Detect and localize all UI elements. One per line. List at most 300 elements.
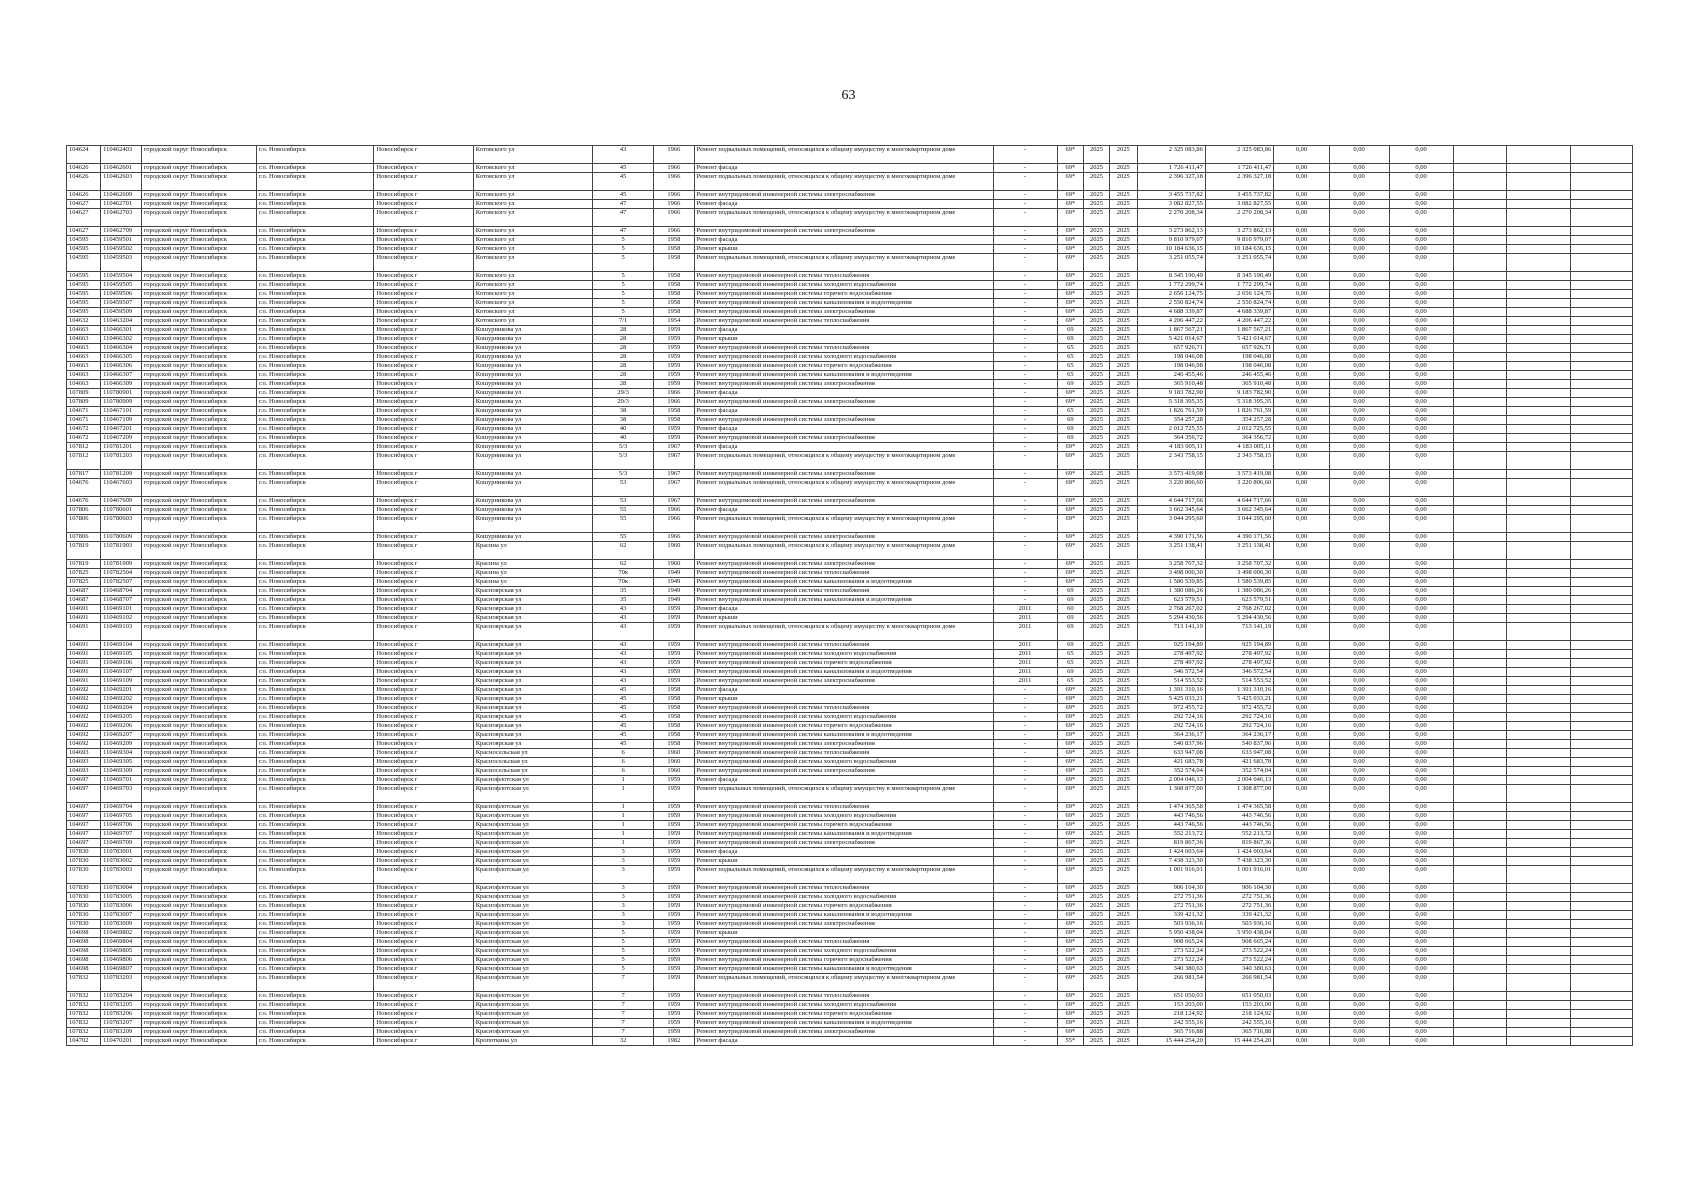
wear-cell: 69*: [1057, 695, 1084, 704]
district-cell: городской округ Новосибирск: [141, 506, 256, 515]
street-cell: Краснофлотская ул: [473, 911, 593, 920]
house-number-cell: 7: [593, 1028, 654, 1037]
total-cost-cell: 365 716,88: [1137, 1028, 1205, 1037]
budget-federal-cell: 0,00: [1274, 884, 1330, 893]
table-row: [67, 515, 1633, 533]
start-year-cell: 2025: [1084, 893, 1110, 902]
owner-funds-cell: 1 580 539,85: [1205, 578, 1273, 587]
district-cell: городской округ Новосибирск: [141, 839, 256, 848]
owner-funds-cell: 1 391 310,16: [1205, 686, 1273, 695]
budget-regional-cell: 0,00: [1329, 902, 1389, 911]
budget-regional-cell: 0,00: [1329, 443, 1389, 452]
other-2-cell: [1506, 740, 1570, 749]
total-cost-cell: 346 572,54: [1137, 668, 1205, 677]
house-number-cell: 28: [593, 353, 654, 362]
budget-regional-cell: 0,00: [1329, 776, 1389, 785]
work-type-cell: Ремонт фасада: [694, 407, 993, 416]
municipality-cell: г.о. Новосибирск: [257, 254, 374, 272]
budget-federal-cell: 0,00: [1274, 470, 1330, 479]
municipality-cell: г.о. Новосибирск: [257, 659, 374, 668]
budget-federal-cell: 0,00: [1274, 533, 1330, 542]
work-type-cell: Ремонт внутридомовой инженерной системы холодного водоснабжения: [694, 1001, 993, 1010]
start-year-cell: 2025: [1084, 308, 1110, 317]
municipality-cell: г.о. Новосибирск: [257, 785, 374, 803]
house-number-cell: 45: [593, 695, 654, 704]
budget-regional-cell: 0,00: [1329, 848, 1389, 857]
total-cost-cell: 3 251 138,41: [1137, 542, 1205, 560]
build-year-cell: 1966: [654, 515, 695, 533]
work-id-cell: 110466304: [101, 344, 142, 353]
work-id-cell: 110469806: [101, 956, 142, 965]
table-row: [67, 830, 1633, 839]
municipality-cell: г.о. Новосибирск: [257, 299, 374, 308]
street-cell: Краснофлотская ул: [473, 1019, 593, 1028]
work-id-cell: 110780901: [101, 389, 142, 398]
total-cost-cell: 9 183 782,90: [1137, 389, 1205, 398]
budget-federal-cell: 0,00: [1274, 848, 1330, 857]
budget-regional-cell: 0,00: [1329, 605, 1389, 614]
budget-local-cell: 0,00: [1389, 254, 1453, 272]
budget-regional-cell: 0,00: [1329, 704, 1389, 713]
wear-cell: 69: [1057, 668, 1084, 677]
budget-local-cell: 0,00: [1389, 236, 1453, 245]
end-year-cell: 2025: [1109, 254, 1137, 272]
budget-federal-cell: 0,00: [1274, 569, 1330, 578]
table-row: [67, 470, 1633, 479]
budget-regional-cell: 0,00: [1329, 281, 1389, 290]
municipality-cell: г.о. Новосибирск: [257, 416, 374, 425]
start-year-cell: 2025: [1084, 398, 1110, 407]
budget-local-cell: 0,00: [1389, 920, 1453, 929]
municipality-cell: г.о. Новосибирск: [257, 668, 374, 677]
end-year-cell: 2025: [1109, 938, 1137, 947]
owner-funds-cell: 365 910,48: [1205, 380, 1273, 389]
other-3-cell: [1570, 533, 1632, 542]
city-cell: Новосибирск г: [374, 281, 473, 290]
budget-federal-cell: 0,00: [1274, 191, 1330, 200]
wear-cell: 69*: [1057, 398, 1084, 407]
owner-funds-cell: 1 001 916,01: [1205, 866, 1273, 884]
end-year-cell: 2025: [1109, 506, 1137, 515]
work-id-cell: 110781903: [101, 542, 142, 560]
last-repair-year-cell: -: [993, 191, 1057, 200]
owner-funds-cell: 242 555,16: [1205, 1019, 1273, 1028]
district-cell: городской округ Новосибирск: [141, 677, 256, 686]
last-repair-year-cell: -: [993, 515, 1057, 533]
municipality-cell: г.о. Новосибирск: [257, 236, 374, 245]
work-id-cell: 110469207: [101, 731, 142, 740]
start-year-cell: 2025: [1084, 1001, 1110, 1010]
budget-regional-cell: 0,00: [1329, 812, 1389, 821]
work-id-cell: 110459507: [101, 299, 142, 308]
other-1-cell: [1453, 722, 1506, 731]
start-year-cell: 2025: [1084, 596, 1110, 605]
other-3-cell: [1570, 371, 1632, 380]
house-id-cell: 107832: [67, 1001, 101, 1010]
table-row: [67, 992, 1633, 1001]
city-cell: Новосибирск г: [374, 290, 473, 299]
city-cell: Новосибирск г: [374, 227, 473, 236]
house-id-cell: 104632: [67, 317, 101, 326]
budget-federal-cell: 0,00: [1274, 866, 1330, 884]
build-year-cell: 1960: [654, 758, 695, 767]
house-number-cell: 5: [593, 245, 654, 254]
start-year-cell: 2025: [1084, 362, 1110, 371]
budget-local-cell: 0,00: [1389, 407, 1453, 416]
street-cell: Красноярская ул: [473, 704, 593, 713]
city-cell: Новосибирск г: [374, 452, 473, 470]
work-type-cell: Ремонт крыши: [694, 614, 993, 623]
city-cell: Новосибирск г: [374, 371, 473, 380]
end-year-cell: 2025: [1109, 326, 1137, 335]
other-1-cell: [1453, 704, 1506, 713]
other-1-cell: [1453, 506, 1506, 515]
district-cell: городской округ Новосибирск: [141, 578, 256, 587]
end-year-cell: 2025: [1109, 245, 1137, 254]
work-type-cell: Ремонт подвальных помещений, относящихся к общему имуществу в многоквартирном доме: [694, 542, 993, 560]
district-cell: городской округ Новосибирск: [141, 434, 256, 443]
build-year-cell: 1959: [654, 911, 695, 920]
budget-local-cell: 0,00: [1389, 704, 1453, 713]
municipality-cell: г.о. Новосибирск: [257, 965, 374, 974]
budget-regional-cell: 0,00: [1329, 335, 1389, 344]
other-3-cell: [1570, 317, 1632, 326]
work-id-cell: 110459505: [101, 281, 142, 290]
house-id-cell: 104697: [67, 785, 101, 803]
house-number-cell: 1: [593, 830, 654, 839]
build-year-cell: 1966: [654, 506, 695, 515]
work-type-cell: Ремонт внутридомовой инженерной системы электроснабжения: [694, 227, 993, 236]
total-cost-cell: 364 356,72: [1137, 434, 1205, 443]
wear-cell: 69*: [1057, 479, 1084, 497]
last-repair-year-cell: -: [993, 308, 1057, 317]
work-type-cell: Ремонт подвальных помещений, относящихся к общему имуществу в многоквартирном доме: [694, 515, 993, 533]
other-3-cell: [1570, 686, 1632, 695]
budget-federal-cell: 0,00: [1274, 902, 1330, 911]
end-year-cell: 2025: [1109, 1019, 1137, 1028]
other-3-cell: [1570, 947, 1632, 956]
other-2-cell: [1506, 938, 1570, 947]
other-1-cell: [1453, 533, 1506, 542]
budget-local-cell: 0,00: [1389, 497, 1453, 506]
end-year-cell: 2025: [1109, 227, 1137, 236]
budget-federal-cell: 0,00: [1274, 506, 1330, 515]
table-row: [67, 587, 1633, 596]
other-2-cell: [1506, 623, 1570, 641]
house-id-cell: 104698: [67, 965, 101, 974]
other-1-cell: [1453, 776, 1506, 785]
work-id-cell: 110469709: [101, 839, 142, 848]
other-1-cell: [1453, 542, 1506, 560]
owner-funds-cell: 2 270 208,34: [1205, 209, 1273, 227]
start-year-cell: 2025: [1084, 326, 1110, 335]
wear-cell: 69*: [1057, 1001, 1084, 1010]
start-year-cell: 2025: [1084, 740, 1110, 749]
city-cell: Новосибирск г: [374, 398, 473, 407]
other-1-cell: [1453, 857, 1506, 866]
other-2-cell: [1506, 947, 1570, 956]
total-cost-cell: 8 345 190,49: [1137, 272, 1205, 281]
district-cell: городской округ Новосибирск: [141, 956, 256, 965]
work-id-cell: 110782504: [101, 569, 142, 578]
build-year-cell: 1982: [654, 1037, 695, 1046]
budget-local-cell: 0,00: [1389, 722, 1453, 731]
owner-funds-cell: 3 251 055,74: [1205, 254, 1273, 272]
budget-regional-cell: 0,00: [1329, 614, 1389, 623]
last-repair-year-cell: 2011: [993, 677, 1057, 686]
budget-federal-cell: 0,00: [1274, 803, 1330, 812]
municipality-cell: г.о. Новосибирск: [257, 587, 374, 596]
other-3-cell: [1570, 542, 1632, 560]
city-cell: Новосибирск г: [374, 992, 473, 1001]
other-3-cell: [1570, 767, 1632, 776]
street-cell: Кошурникова ул: [473, 434, 593, 443]
end-year-cell: 2025: [1109, 407, 1137, 416]
other-2-cell: [1506, 920, 1570, 929]
house-id-cell: 104595: [67, 299, 101, 308]
city-cell: Новосибирск г: [374, 920, 473, 929]
table-row: [67, 173, 1633, 191]
table-row: [67, 722, 1633, 731]
owner-funds-cell: 339 421,32: [1205, 911, 1273, 920]
last-repair-year-cell: -: [993, 371, 1057, 380]
house-id-cell: 107832: [67, 992, 101, 1001]
work-type-cell: Ремонт внутридомовой инженерной системы холодного водоснабжения: [694, 650, 993, 659]
house-number-cell: 28: [593, 344, 654, 353]
other-3-cell: [1570, 290, 1632, 299]
wear-cell: 69*: [1057, 839, 1084, 848]
budget-local-cell: 0,00: [1389, 830, 1453, 839]
last-repair-year-cell: -: [993, 326, 1057, 335]
house-number-cell: 45: [593, 173, 654, 191]
start-year-cell: 2025: [1084, 1010, 1110, 1019]
start-year-cell: 2025: [1084, 443, 1110, 452]
other-2-cell: [1506, 308, 1570, 317]
other-3-cell: [1570, 956, 1632, 965]
start-year-cell: 2025: [1084, 686, 1110, 695]
city-cell: Новосибирск г: [374, 470, 473, 479]
house-number-cell: 7/1: [593, 317, 654, 326]
last-repair-year-cell: -: [993, 587, 1057, 596]
house-number-cell: 38: [593, 416, 654, 425]
table-row: [67, 326, 1633, 335]
city-cell: Новосибирск г: [374, 668, 473, 677]
budget-regional-cell: 0,00: [1329, 974, 1389, 992]
build-year-cell: 1958: [654, 704, 695, 713]
house-id-cell: 107832: [67, 1019, 101, 1028]
other-2-cell: [1506, 1001, 1570, 1010]
end-year-cell: 2025: [1109, 308, 1137, 317]
other-3-cell: [1570, 1037, 1632, 1046]
build-year-cell: 1958: [654, 290, 695, 299]
build-year-cell: 1959: [654, 362, 695, 371]
house-id-cell: 104626: [67, 173, 101, 191]
owner-funds-cell: 2 768 267,02: [1205, 605, 1273, 614]
work-id-cell: 110469104: [101, 641, 142, 650]
work-id-cell: 110469804: [101, 938, 142, 947]
end-year-cell: 2025: [1109, 902, 1137, 911]
municipality-cell: г.о. Новосибирск: [257, 146, 374, 164]
work-type-cell: Ремонт внутридомовой инженерной системы горячего водоснабжения: [694, 902, 993, 911]
other-2-cell: [1506, 677, 1570, 686]
budget-regional-cell: 0,00: [1329, 587, 1389, 596]
municipality-cell: г.о. Новосибирск: [257, 407, 374, 416]
budget-local-cell: 0,00: [1389, 902, 1453, 911]
build-year-cell: 1958: [654, 416, 695, 425]
other-3-cell: [1570, 425, 1632, 434]
work-id-cell: 110469201: [101, 686, 142, 695]
street-cell: Краснофлотская ул: [473, 893, 593, 902]
other-2-cell: [1506, 200, 1570, 209]
municipality-cell: г.о. Новосибирск: [257, 929, 374, 938]
other-2-cell: [1506, 335, 1570, 344]
house-number-cell: 5: [593, 290, 654, 299]
other-1-cell: [1453, 902, 1506, 911]
other-1-cell: [1453, 200, 1506, 209]
table-row: [67, 164, 1633, 173]
other-3-cell: [1570, 236, 1632, 245]
end-year-cell: 2025: [1109, 839, 1137, 848]
other-1-cell: [1453, 308, 1506, 317]
last-repair-year-cell: -: [993, 317, 1057, 326]
budget-federal-cell: 0,00: [1274, 740, 1330, 749]
end-year-cell: 2025: [1109, 479, 1137, 497]
table-row: [67, 479, 1633, 497]
municipality-cell: г.о. Новосибирск: [257, 641, 374, 650]
wear-cell: 69: [1057, 335, 1084, 344]
table-row: [67, 236, 1633, 245]
budget-federal-cell: 0,00: [1274, 245, 1330, 254]
budget-local-cell: 0,00: [1389, 317, 1453, 326]
owner-funds-cell: 5 425 033,21: [1205, 695, 1273, 704]
budget-regional-cell: 0,00: [1329, 146, 1389, 164]
budget-local-cell: 0,00: [1389, 416, 1453, 425]
table-row: [67, 497, 1633, 506]
other-2-cell: [1506, 1028, 1570, 1037]
district-cell: городской округ Новосибирск: [141, 650, 256, 659]
budget-regional-cell: 0,00: [1329, 884, 1389, 893]
house-number-cell: 28: [593, 335, 654, 344]
budget-regional-cell: 0,00: [1329, 866, 1389, 884]
house-id-cell: 107832: [67, 1010, 101, 1019]
budget-federal-cell: 0,00: [1274, 578, 1330, 587]
district-cell: городской округ Новосибирск: [141, 749, 256, 758]
budget-federal-cell: 0,00: [1274, 614, 1330, 623]
municipality-cell: г.о. Новосибирск: [257, 425, 374, 434]
district-cell: городской округ Новосибирск: [141, 704, 256, 713]
house-id-cell: 104671: [67, 416, 101, 425]
budget-federal-cell: 0,00: [1274, 758, 1330, 767]
total-cost-cell: 3 662 345,64: [1137, 506, 1205, 515]
budget-local-cell: 0,00: [1389, 884, 1453, 893]
city-cell: Новосибирск г: [374, 272, 473, 281]
build-year-cell: 1959: [654, 425, 695, 434]
work-id-cell: 110780609: [101, 533, 142, 542]
last-repair-year-cell: -: [993, 911, 1057, 920]
owner-funds-cell: 9 810 979,07: [1205, 236, 1273, 245]
district-cell: городской округ Новосибирск: [141, 497, 256, 506]
other-3-cell: [1570, 434, 1632, 443]
municipality-cell: г.о. Новосибирск: [257, 866, 374, 884]
work-id-cell: 110462603: [101, 173, 142, 191]
last-repair-year-cell: -: [993, 452, 1057, 470]
city-cell: Новосибирск г: [374, 857, 473, 866]
last-repair-year-cell: -: [993, 443, 1057, 452]
owner-funds-cell: 5 318 395,35: [1205, 398, 1273, 407]
budget-federal-cell: 0,00: [1274, 326, 1330, 335]
street-cell: Краснофлотская ул: [473, 920, 593, 929]
district-cell: городской округ Новосибирск: [141, 848, 256, 857]
owner-funds-cell: 2 012 725,55: [1205, 425, 1273, 434]
total-cost-cell: 4 390 171,56: [1137, 533, 1205, 542]
owner-funds-cell: 2 325 083,86: [1205, 146, 1273, 164]
budget-federal-cell: 0,00: [1274, 254, 1330, 272]
table-row: [67, 407, 1633, 416]
district-cell: городской округ Новосибирск: [141, 785, 256, 803]
table-row: [67, 200, 1633, 209]
street-cell: Кропоткина ул: [473, 1037, 593, 1046]
last-repair-year-cell: -: [993, 479, 1057, 497]
district-cell: городской округ Новосибирск: [141, 533, 256, 542]
table-row: [67, 974, 1633, 992]
house-number-cell: 45: [593, 686, 654, 695]
district-cell: городской округ Новосибирск: [141, 1028, 256, 1037]
last-repair-year-cell: -: [993, 227, 1057, 236]
build-year-cell: 1959: [654, 839, 695, 848]
other-1-cell: [1453, 956, 1506, 965]
other-1-cell: [1453, 317, 1506, 326]
budget-regional-cell: 0,00: [1329, 407, 1389, 416]
district-cell: городской округ Новосибирск: [141, 443, 256, 452]
start-year-cell: 2025: [1084, 587, 1110, 596]
other-3-cell: [1570, 596, 1632, 605]
last-repair-year-cell: -: [993, 578, 1057, 587]
build-year-cell: 1966: [654, 146, 695, 164]
budget-regional-cell: 0,00: [1329, 389, 1389, 398]
house-id-cell: 104672: [67, 425, 101, 434]
work-id-cell: 110783203: [101, 974, 142, 992]
street-cell: Краснофлотская ул: [473, 1010, 593, 1019]
total-cost-cell: 2 004 046,13: [1137, 776, 1205, 785]
owner-funds-cell: 3 573 419,08: [1205, 470, 1273, 479]
other-3-cell: [1570, 830, 1632, 839]
house-number-cell: 1: [593, 776, 654, 785]
total-cost-cell: 5 950 438,04: [1137, 929, 1205, 938]
other-1-cell: [1453, 290, 1506, 299]
wear-cell: 69*: [1057, 569, 1084, 578]
budget-federal-cell: 0,00: [1274, 290, 1330, 299]
budget-local-cell: 0,00: [1389, 803, 1453, 812]
table-row: [67, 956, 1633, 965]
total-cost-cell: 5 294 430,56: [1137, 614, 1205, 623]
wear-cell: 65: [1057, 659, 1084, 668]
other-1-cell: [1453, 803, 1506, 812]
work-id-cell: 110462609: [101, 191, 142, 200]
owner-funds-cell: 1 826 761,59: [1205, 407, 1273, 416]
city-cell: Новосибирск г: [374, 704, 473, 713]
other-2-cell: [1506, 686, 1570, 695]
district-cell: городской округ Новосибирск: [141, 947, 256, 956]
owner-funds-cell: 3 082 827,55: [1205, 200, 1273, 209]
municipality-cell: г.о. Новосибирск: [257, 1028, 374, 1037]
end-year-cell: 2025: [1109, 812, 1137, 821]
house-number-cell: 5: [593, 956, 654, 965]
house-number-cell: 29/3: [593, 398, 654, 407]
other-2-cell: [1506, 911, 1570, 920]
work-type-cell: Ремонт подвальных помещений, относящихся к общему имуществу в многоквартирном доме: [694, 254, 993, 272]
house-id-cell: 104691: [67, 641, 101, 650]
house-number-cell: 7: [593, 974, 654, 992]
